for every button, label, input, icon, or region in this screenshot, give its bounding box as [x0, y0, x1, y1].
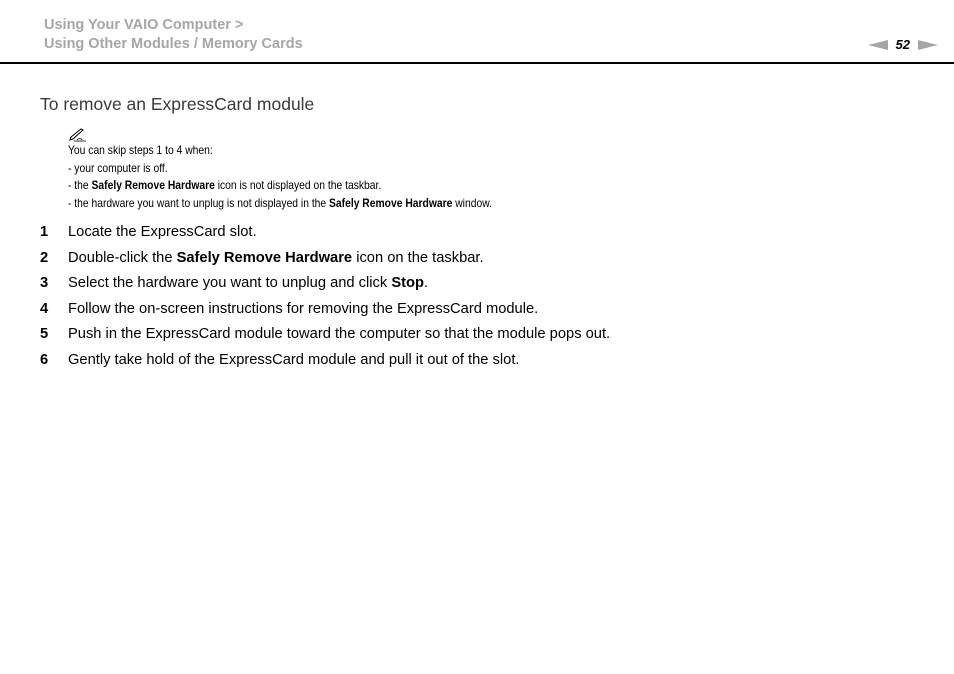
- step-text: [68, 222, 257, 242]
- page-navigator: [868, 37, 938, 52]
- note-line-2: - your computer is off.: [68, 160, 168, 175]
- step-number: 2: [40, 249, 49, 266]
- right-arrow-icon[interactable]: [918, 40, 938, 50]
- note-line-1: You can skip steps 1 to 4 when:: [68, 143, 213, 157]
- breadcrumb-line-1: Using Your VAIO Computer >: [44, 17, 244, 33]
- step-text-part: Select the hardware you want to unplug and click: [68, 275, 392, 291]
- step-number: 4: [40, 300, 49, 317]
- step-text-part: icon on the taskbar.: [352, 249, 484, 266]
- step-item: [40, 248, 920, 274]
- note-bold-text: Safely Remove Hardware: [329, 195, 453, 210]
- breadcrumb: [44, 16, 303, 54]
- note-text: - the hardware you want to unplug is not displayed in the: [68, 195, 330, 210]
- note-line-4: [68, 195, 492, 213]
- step-text: [68, 324, 610, 344]
- step-text-part: Push in the ExpressCard module toward the computer so that the module pops out.: [68, 326, 611, 342]
- step-text: [68, 299, 538, 319]
- step-item: [40, 222, 920, 248]
- step-item: [40, 350, 920, 376]
- step-bold-text: Safely Remove Hardware: [176, 249, 353, 266]
- step-number: 3: [40, 275, 49, 291]
- step-text: [68, 273, 428, 293]
- note-text: - the: [68, 178, 92, 192]
- step-number: 1: [40, 224, 49, 240]
- step-item: [40, 324, 920, 350]
- step-text: [68, 350, 520, 370]
- page-number: 52: [895, 37, 910, 52]
- note-text: window.: [452, 195, 492, 210]
- note-block: [68, 128, 561, 212]
- section-title: To remove an ExpressCard module: [40, 94, 315, 114]
- step-text-part: .: [423, 275, 429, 291]
- step-text-part: Locate the ExpressCard slot.: [68, 224, 257, 240]
- step-item: [40, 299, 920, 325]
- step-text: [68, 248, 484, 268]
- steps-list: [40, 222, 920, 375]
- left-arrow-icon[interactable]: [868, 40, 888, 50]
- step-number: 5: [40, 326, 49, 342]
- step-number: 6: [40, 351, 49, 368]
- step-text-part: Gently take hold of the ExpressCard module and pull it out of the slot.: [68, 351, 520, 368]
- step-text-part: Follow the on-screen instructions for removing the ExpressCard module.: [68, 300, 539, 317]
- step-bold-text: Stop: [391, 275, 424, 291]
- header-divider: [0, 62, 954, 64]
- step-text-part: Double-click the: [68, 249, 177, 266]
- pencil-note-icon: [68, 128, 88, 142]
- step-item: [40, 273, 920, 299]
- note-bold-text: Safely Remove Hardware: [91, 178, 215, 192]
- breadcrumb-line-2: Using Other Modules / Memory Cards: [44, 36, 303, 52]
- note-text: icon is not displayed on the taskbar.: [214, 178, 382, 192]
- page-header: [0, 0, 954, 64]
- note-line-3: [68, 177, 492, 195]
